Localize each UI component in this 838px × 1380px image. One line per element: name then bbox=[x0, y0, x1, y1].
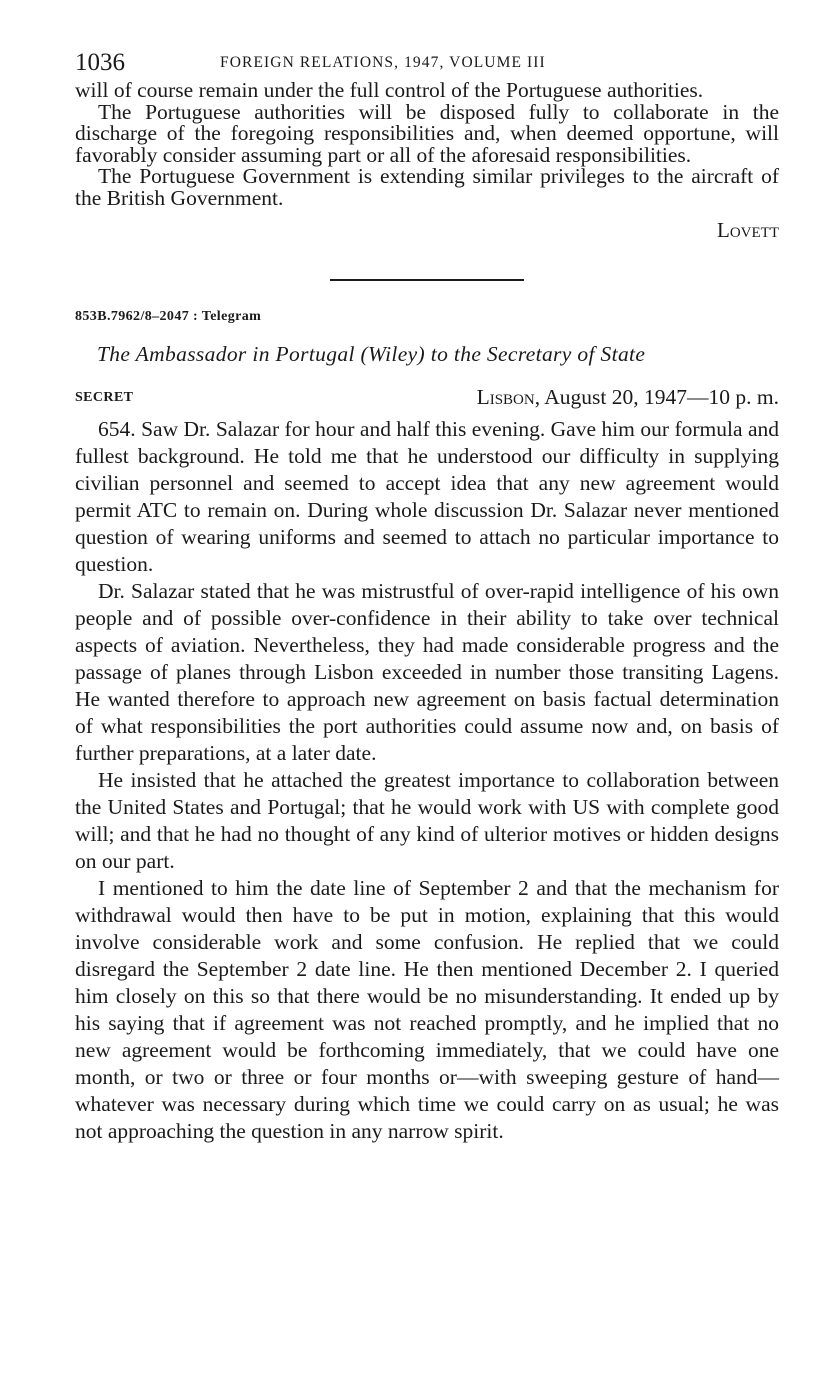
document-page bbox=[75, 46, 779, 1145]
place-and-date bbox=[477, 384, 779, 410]
classification-label: SECRET bbox=[75, 390, 134, 405]
file-reference: 853B.7962/8–2047 : Telegram bbox=[75, 309, 262, 324]
date-time: , August 20, 1947—10 p. m. bbox=[534, 385, 779, 409]
paragraph: Dr. Salazar stated that he was mistrustful of over-rapid intelligence of his own people and of possible over-confidence in their ability to take over technical aspects of aviation. Nevertheless, they had made considerable progress and the passage of planes through Lisbon exceeded in number those transiting Lagens. He wanted therefore to approach new agreement on basis factual determination of what responsibilities the port authorities could assume now and, on basis of further preparations, at a later date. bbox=[75, 579, 779, 765]
place-name: Lisbon bbox=[476, 385, 535, 409]
previous-document-continuation bbox=[75, 80, 779, 243]
paragraph: 654. Saw Dr. Salazar for hour and half this evening. Gave him our formula and fullest background. He told me that he understood our difficulty in supplying civilian personnel and seemed to accept idea that any new agreement would permit ATC to remain on. During whole discussion Dr. Salazar never mentioned question of wearing uniforms and seemed to attach no particular importance to question. bbox=[75, 417, 779, 576]
paragraph: He insisted that he attached the greatest importance to collaboration between the United States and Portugal; that he would work with US with complete good will; and that he had no thought of any kind of ulterior motives or hidden designs on our part. bbox=[75, 768, 779, 873]
continued-paragraph: will of course remain under the full control of the Portuguese authorities. bbox=[75, 78, 704, 102]
signature: Lovett bbox=[717, 218, 779, 242]
document-title: The Ambassador in Portugal (Wiley) to the Secretary of State bbox=[97, 342, 646, 366]
telegram-body bbox=[75, 416, 779, 1145]
page-number: 1036 bbox=[75, 49, 125, 76]
section-divider bbox=[330, 279, 524, 281]
paragraph: The Portuguese authorities will be disposed fully to collaborate in the discharge of the foregoing responsibilities and, when deemed opportune, will favorably consider assuming part or all of the aforesaid responsibilities. bbox=[75, 99, 779, 167]
running-title: FOREIGN RELATIONS, 1947, VOLUME III bbox=[220, 54, 546, 71]
dateline bbox=[75, 384, 779, 414]
paragraph: The Portuguese Government is extending similar privileges to the aircraft of the British Government. bbox=[75, 164, 779, 210]
paragraph: I mentioned to him the date line of September 2 and that the mechanism for withdrawal would then have to be put in motion, explaining that this would involve considerable work and some confusion. He replied that we could disregard the September 2 date line. He then mentioned December 2. I queried him closely on this so that there would be no misunderstanding. It ended up by his saying that if agreement was not reached promptly, and he implied that no new agreement would be forthcoming immediately, that we could have one month, or two or three or four months or—with sweeping gesture of hand—whatever was necessary during which time we could carry on as usual; he was not approaching the question in any narrow spirit. bbox=[75, 876, 779, 1143]
running-header bbox=[75, 46, 779, 80]
